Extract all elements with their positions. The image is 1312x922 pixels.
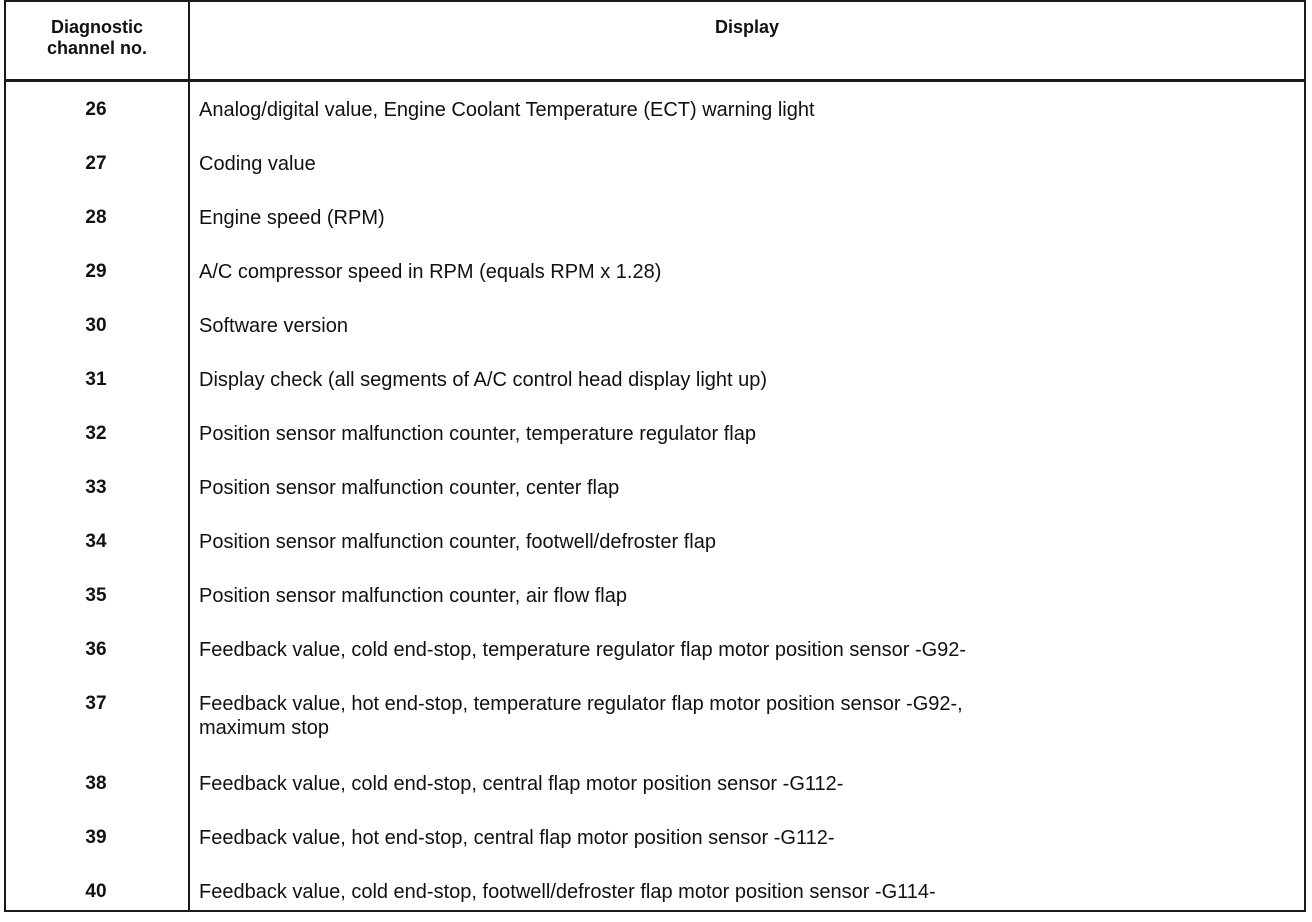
display-description: Position sensor malfunction counter, temperature regulator flap (199, 423, 756, 445)
display-description: A/C compressor speed in RPM (equals RPM x 1.28) (199, 261, 662, 283)
display-description: Analog/digital value, Engine Coolant Temperature (ECT) warning light (199, 99, 815, 121)
display-description: Position sensor malfunction counter, footwell/defroster flap (199, 531, 716, 553)
display-description: Feedback value, cold end-stop, temperature regulator flap motor position sensor -G92- (199, 639, 967, 661)
table-right-border (1304, 0, 1306, 912)
diagnostic-channel-table (4, 0, 1306, 914)
display-description: Feedback value, hot end-stop, central flap motor position sensor -G112- (199, 827, 835, 849)
table-top-border (4, 0, 1306, 2)
display-description: Feedback value, hot end-stop, temperature regulator flap motor position sensor -G92-, maximum stop (199, 693, 963, 739)
channel-number: 38 (85, 773, 107, 794)
display-description: Feedback value, cold end-stop, central flap motor position sensor -G112- (199, 773, 844, 795)
channel-number: 27 (85, 153, 107, 174)
display-description: Position sensor malfunction counter, air flow flap (199, 585, 627, 607)
channel-number: 26 (85, 99, 107, 120)
channel-number: 36 (85, 639, 107, 660)
channel-number: 31 (85, 369, 107, 390)
channel-number: 34 (85, 531, 107, 552)
display-description: Position sensor malfunction counter, center flap (199, 477, 620, 499)
channel-number: 30 (85, 315, 107, 336)
table-bottom-border (4, 910, 1306, 912)
display-description: Coding value (199, 153, 316, 175)
display-description: Software version (199, 315, 348, 337)
channel-number: 39 (85, 827, 107, 848)
display-description: Feedback value, cold end-stop, footwell/defroster flap motor position sensor -G114- (199, 881, 936, 903)
channel-number: 29 (85, 261, 107, 282)
column-divider (188, 0, 190, 912)
header-display: Display (714, 17, 780, 37)
channel-number: 28 (85, 207, 107, 228)
channel-number: 35 (85, 585, 107, 606)
channel-number: 37 (85, 693, 107, 714)
header-bottom-border (4, 79, 1306, 82)
channel-number: 40 (85, 881, 107, 902)
display-description: Engine speed (RPM) (199, 207, 385, 229)
header-channel-number: Diagnostic channel no. (46, 17, 147, 58)
channel-number: 32 (85, 423, 107, 444)
channel-number: 33 (85, 477, 107, 498)
display-description: Display check (all segments of A/C control head display light up) (199, 369, 768, 391)
